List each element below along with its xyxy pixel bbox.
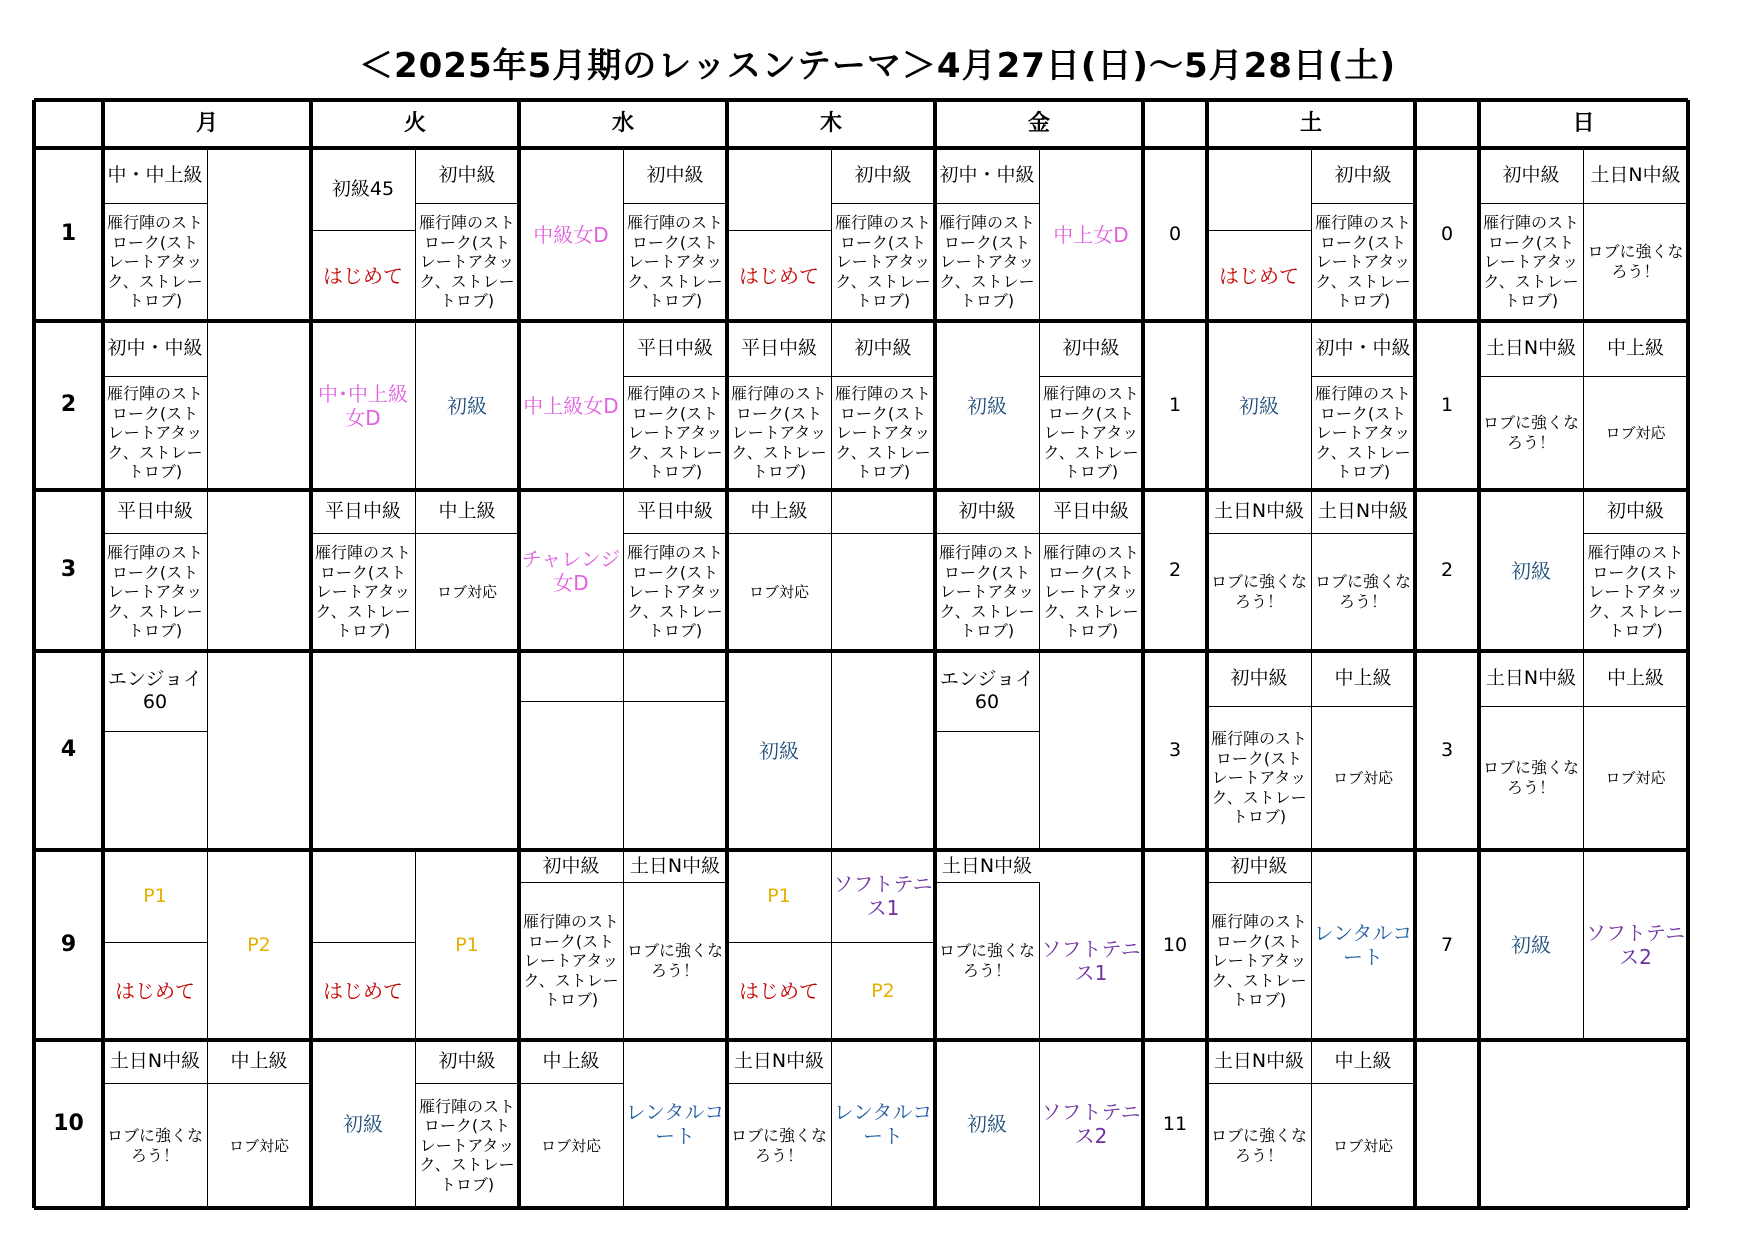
lesson-label: P2 — [247, 933, 271, 956]
class-level: 初中級 — [958, 500, 1016, 523]
lesson-theme: ロブ対応 — [540, 1136, 601, 1155]
grid-line — [1311, 490, 1312, 651]
grid-line — [623, 850, 624, 1040]
grid-line — [623, 376, 727, 377]
lesson-theme: ロブに強くなろう！ — [730, 1125, 827, 1165]
class-level: 中上級 — [750, 500, 808, 523]
lesson-theme: 雁行陣のストローク(ストレートアタック、ストレートロブ) — [834, 213, 931, 311]
grid-line — [1039, 651, 1040, 850]
lesson-label: チャレンジ女D — [521, 546, 621, 595]
grid-line — [1311, 321, 1312, 490]
grid-line — [935, 490, 936, 651]
grid-line — [103, 942, 207, 943]
grid-line — [831, 203, 935, 204]
day-header: 金 — [1027, 110, 1050, 136]
lesson-theme: 雁行陣のストローク(ストレートアタック、ストレートロブ) — [1210, 912, 1307, 1010]
lesson-theme: 雁行陣のストローク(ストレートアタック、ストレートロブ) — [106, 543, 203, 641]
lesson-theme: ロブに強くなろう！ — [1587, 242, 1684, 281]
class-level: 初中級 — [1502, 164, 1560, 187]
lesson-label: はじめて — [323, 263, 403, 288]
grid-line — [1583, 490, 1584, 651]
grid-line — [1311, 1083, 1415, 1084]
lesson-label: P1 — [455, 933, 479, 956]
grid-line — [415, 203, 519, 204]
lesson-theme: 雁行陣のストローク(ストレートアタック、ストレートロブ) — [106, 384, 203, 482]
day-header: 火 — [403, 110, 426, 136]
grid-line — [935, 850, 936, 1040]
day-header: 水 — [611, 110, 634, 136]
grid-line — [623, 1040, 624, 1208]
period-number: 10 — [53, 1110, 84, 1136]
lesson-theme: 雁行陣のストローク(ストレートアタック、ストレートロブ) — [938, 213, 1035, 311]
lesson-theme: 雁行陣のストローク(ストレートアタック、ストレートロブ) — [938, 543, 1035, 641]
lesson-theme: 雁行陣のストローク(ストレートアタック、ストレートロブ) — [1482, 213, 1579, 311]
grid-line — [1207, 850, 1208, 1040]
period-number: 2 — [60, 392, 77, 418]
grid-line — [1479, 148, 1480, 321]
grid-line — [415, 533, 519, 534]
grid-line — [1479, 706, 1583, 707]
grid-line — [103, 148, 104, 321]
grid-line — [1207, 651, 1208, 850]
grid-line — [727, 321, 728, 490]
lesson-theme: ロブ対応 — [1332, 1136, 1393, 1155]
class-level: 平日中級 — [324, 500, 401, 523]
lesson-label: レンタルコート — [833, 1100, 933, 1148]
class-level: 初中級 — [1230, 667, 1288, 690]
lesson-label: ソフトテニス1 — [1041, 937, 1141, 985]
grid-line — [103, 533, 207, 534]
lesson-label: ソフトテニス1 — [833, 872, 933, 920]
grid-line — [103, 1083, 207, 1084]
grid-line — [1479, 376, 1583, 377]
slot-number: 0 — [1168, 223, 1182, 246]
lesson-theme: 雁行陣のストローク(ストレートアタック、ストレートロブ) — [626, 213, 723, 311]
lesson-theme: 雁行陣のストローク(ストレートアタック、ストレートロブ) — [106, 213, 203, 311]
lesson-label: 初級 — [1239, 393, 1279, 418]
grid-line — [415, 148, 416, 321]
lesson-theme: 雁行陣のストローク(ストレートアタック、ストレートロブ) — [1314, 213, 1411, 311]
grid-line — [415, 490, 416, 651]
class-level: 中上級 — [438, 500, 496, 523]
grid-line — [415, 321, 416, 490]
grid-line — [1583, 706, 1688, 707]
class-level: 土日N中級 — [1213, 500, 1305, 523]
grid-line — [727, 230, 831, 231]
grid-line — [935, 882, 1039, 883]
grid-line — [1583, 850, 1584, 1040]
grid-line — [1583, 533, 1688, 534]
period-number: 4 — [60, 737, 77, 763]
grid-line — [1311, 850, 1312, 1040]
class-level: 平日中級 — [116, 500, 193, 523]
lesson-theme: 雁行陣のストローク(ストレートアタック、ストレートロブ) — [314, 543, 411, 641]
slot-number: 2 — [1440, 559, 1454, 582]
class-level: 中上級 — [230, 1050, 288, 1073]
grid-line — [935, 533, 1039, 534]
class-level: エンジョイ60 — [107, 668, 203, 713]
period-number: 1 — [60, 221, 77, 247]
class-level: 土日N中級 — [629, 854, 721, 877]
grid-line — [1583, 148, 1584, 321]
grid-line — [623, 651, 624, 850]
grid-line — [1311, 376, 1415, 377]
grid-line — [207, 148, 208, 1040]
grid-line — [623, 490, 624, 651]
grid-line — [727, 490, 728, 651]
class-level: P1 — [767, 884, 791, 907]
grid-line — [415, 1083, 519, 1084]
grid-line — [519, 1040, 520, 1208]
lesson-label: 初級 — [343, 1112, 383, 1136]
grid-line — [623, 533, 727, 534]
period-number: 3 — [60, 557, 77, 583]
grid-line — [623, 882, 727, 883]
grid-line — [1479, 203, 1583, 204]
lesson-theme: ロブ対応 — [436, 583, 497, 601]
class-level: 初中級 — [1230, 854, 1288, 877]
grid-line — [311, 942, 415, 943]
grid-line — [1311, 706, 1415, 707]
grid-line — [207, 1083, 311, 1084]
lesson-theme: ロブに強くなろう！ — [1210, 572, 1307, 611]
grid-line — [1479, 321, 1480, 490]
lesson-label: 初級 — [967, 1112, 1007, 1136]
grid-line — [207, 1040, 208, 1208]
grid-line — [831, 490, 832, 651]
class-level: 初中級 — [542, 854, 600, 877]
page-title: ＜2025年5月期のレッスンテーマ＞4月27日(日)〜5月28日(土) — [358, 46, 1397, 86]
lesson-label: 中上女D — [1053, 222, 1129, 247]
grid-line — [311, 230, 415, 231]
lesson-theme: 雁行陣のストローク(ストレートアタック、ストレートロブ) — [1042, 384, 1139, 482]
grid-line — [34, 1206, 1688, 1210]
grid-line — [1207, 1083, 1311, 1084]
lesson-label: はじめて — [115, 979, 195, 1003]
grid-line — [1207, 230, 1311, 231]
class-level: 初中・中級 — [939, 164, 1035, 187]
grid-line — [1207, 490, 1208, 651]
class-level: 土日N中級 — [733, 1050, 825, 1073]
lesson-theme: 雁行陣のストローク(ストレートアタック、ストレートロブ) — [1042, 543, 1139, 641]
lesson-label: 初級 — [759, 738, 799, 763]
lesson-theme: 雁行陣のストローク(ストレートアタック、ストレートロブ) — [730, 384, 827, 482]
lesson-theme: ロブに強くなろう！ — [938, 941, 1035, 980]
slot-number: 7 — [1440, 933, 1454, 956]
class-level: P1 — [143, 884, 167, 907]
grid-line — [935, 203, 1039, 204]
class-level: 初中級 — [1606, 500, 1664, 523]
grid-line — [935, 731, 1039, 732]
lesson-theme: ロブに強くなろう！ — [1210, 1125, 1307, 1165]
lesson-theme: 雁行陣のストローク(ストレートアタック、ストレートロブ) — [418, 213, 515, 311]
class-level: 土日N中級 — [1485, 667, 1577, 690]
grid-line — [1039, 533, 1143, 534]
period-number: 9 — [60, 931, 77, 957]
lesson-theme: 雁行陣のストローク(ストレートアタック、ストレートロブ) — [1314, 384, 1411, 482]
grid-line — [727, 1083, 831, 1084]
slot-number: 11 — [1162, 1112, 1188, 1135]
class-level: 初中・中級 — [1315, 337, 1411, 360]
lesson-label: レンタルコート — [1313, 921, 1413, 969]
class-level: 中・中上級 — [107, 164, 203, 187]
grid-line — [1311, 533, 1415, 534]
grid-line — [935, 148, 936, 321]
grid-line — [519, 850, 520, 1040]
grid-line — [311, 533, 415, 534]
grid-line — [1311, 148, 1312, 321]
grid-line — [519, 1083, 623, 1084]
lesson-theme: ロブに強くなろう！ — [106, 1125, 203, 1165]
grid-line — [1039, 882, 1040, 1040]
lesson-label: 初級 — [447, 393, 487, 418]
lesson-theme: ロブ対応 — [1605, 769, 1666, 787]
lesson-label: 中･中上級女D — [318, 381, 408, 430]
class-level: 中上級 — [542, 1050, 600, 1073]
class-level: 平日中級 — [1052, 500, 1129, 523]
grid-line — [1311, 1040, 1312, 1208]
slot-number: 2 — [1168, 559, 1182, 582]
lesson-label: P2 — [871, 979, 895, 1002]
lesson-label: はじめて — [739, 263, 819, 288]
grid-line — [103, 731, 207, 732]
grid-line — [831, 651, 832, 850]
slot-number: 0 — [1440, 223, 1454, 246]
day-header: 木 — [819, 110, 842, 136]
grid-line — [1207, 706, 1311, 707]
class-level: 初中・中級 — [107, 337, 203, 360]
lesson-theme: 雁行陣のストローク(ストレートアタック、ストレートロブ) — [1587, 543, 1684, 641]
grid-line — [1039, 148, 1040, 321]
grid-line — [1039, 1040, 1040, 1208]
grid-line — [831, 850, 832, 1040]
class-level: 初中級 — [854, 337, 912, 360]
class-level: 初中級 — [438, 1050, 496, 1073]
class-level: 初中級 — [646, 164, 704, 187]
grid-line — [623, 321, 624, 490]
grid-line — [831, 148, 832, 321]
lesson-theme: 雁行陣のストローク(ストレートアタック、ストレートロブ) — [522, 912, 619, 1010]
day-header: 月 — [195, 110, 218, 136]
lesson-theme: ロブに強くなろう！ — [626, 941, 723, 980]
grid-line — [1583, 321, 1584, 490]
grid-line — [831, 533, 935, 534]
class-level: 初中級 — [1062, 337, 1120, 360]
class-level: 土日N中級 — [1590, 164, 1681, 187]
grid-line — [831, 1040, 832, 1208]
grid-line — [727, 1040, 728, 1208]
lesson-theme: ロブ対応 — [1332, 769, 1393, 787]
class-level: 土日N中級 — [1317, 500, 1409, 523]
grid-line — [831, 321, 832, 490]
class-level: 中上級 — [1606, 337, 1664, 360]
grid-line — [103, 376, 207, 377]
day-header: 土 — [1299, 110, 1322, 136]
class-level: 土日N中級 — [941, 854, 1033, 877]
class-level: 平日中級 — [636, 337, 713, 360]
class-level: 初級45 — [331, 177, 395, 200]
class-level: 平日中級 — [740, 337, 817, 360]
class-level: 初中級 — [1334, 164, 1392, 187]
class-level: 初中級 — [438, 164, 496, 187]
class-level: 初中級 — [854, 164, 912, 187]
grid-line — [103, 203, 207, 204]
grid-line — [1039, 321, 1040, 490]
lesson-label: 中級女D — [533, 222, 609, 247]
class-level: エンジョイ60 — [939, 668, 1035, 713]
class-level: 中上級 — [1606, 667, 1664, 690]
lesson-label: ソフトテニス2 — [1041, 1100, 1141, 1148]
slot-number: 3 — [1440, 739, 1454, 762]
lesson-label: 初級 — [1511, 933, 1551, 957]
day-header: 日 — [1572, 110, 1595, 136]
slot-number: 1 — [1440, 394, 1454, 417]
grid-line — [103, 321, 104, 490]
lesson-label: 初級 — [1511, 558, 1551, 583]
grid-line — [623, 203, 727, 204]
grid-line — [415, 850, 416, 1040]
class-level: 土日N中級 — [1213, 1050, 1305, 1073]
class-level: 土日N中級 — [1485, 337, 1577, 360]
lesson-theme: 雁行陣のストローク(ストレートアタック、ストレートロブ) — [626, 543, 723, 641]
lesson-theme: ロブ対応 — [1605, 424, 1666, 442]
class-level: 中上級 — [1334, 667, 1392, 690]
lesson-label: レンタルコート — [625, 1100, 725, 1148]
lesson-theme: ロブに強くなろう！ — [1482, 758, 1579, 797]
lesson-label: 中上級女D — [523, 393, 619, 418]
lesson-label: 初級 — [967, 393, 1007, 418]
grid-line — [1207, 882, 1311, 883]
lesson-theme: ロブに強くなろう！ — [1314, 572, 1411, 611]
grid-line — [103, 490, 104, 651]
grid-line — [831, 376, 935, 377]
grid-line — [1583, 203, 1688, 204]
grid-line — [727, 376, 831, 377]
grid-line — [1039, 490, 1040, 651]
lesson-theme: 雁行陣のストローク(ストレートアタック、ストレートロブ) — [418, 1096, 515, 1194]
lesson-label: はじめて — [1219, 263, 1299, 288]
lesson-theme: ロブ対応 — [748, 583, 809, 601]
grid-line — [1039, 376, 1143, 377]
grid-line — [415, 1040, 416, 1208]
slot-number: 3 — [1168, 739, 1182, 762]
lesson-label: ソフトテニス2 — [1585, 921, 1686, 969]
lesson-label: はじめて — [739, 979, 819, 1003]
grid-line — [103, 1040, 104, 1208]
lesson-theme: 雁行陣のストローク(ストレートアタック、ストレートロブ) — [626, 384, 723, 482]
grid-line — [1207, 1040, 1208, 1208]
grid-line — [1583, 651, 1584, 850]
lesson-theme: ロブ対応 — [228, 1136, 289, 1155]
grid-line — [1311, 651, 1312, 850]
class-level: 中上級 — [1334, 1050, 1392, 1073]
grid-line — [1311, 203, 1415, 204]
grid-line — [727, 533, 831, 534]
grid-line — [1207, 533, 1311, 534]
slot-number: 10 — [1162, 933, 1188, 956]
lesson-theme: 雁行陣のストローク(ストレートアタック、ストレートロブ) — [834, 384, 931, 482]
grid-line — [519, 882, 623, 883]
grid-line — [1479, 651, 1480, 850]
grid-line — [311, 490, 312, 651]
lesson-label: はじめて — [323, 979, 403, 1003]
grid-line — [623, 148, 624, 321]
grid-line — [1583, 376, 1688, 377]
class-level: 平日中級 — [636, 500, 713, 523]
lesson-theme: ロブに強くなろう！ — [1482, 413, 1579, 452]
slot-number: 1 — [1168, 394, 1182, 417]
class-level: 土日N中級 — [109, 1050, 201, 1073]
lesson-theme: 雁行陣のストローク(ストレートアタック、ストレートロブ) — [1210, 729, 1307, 827]
